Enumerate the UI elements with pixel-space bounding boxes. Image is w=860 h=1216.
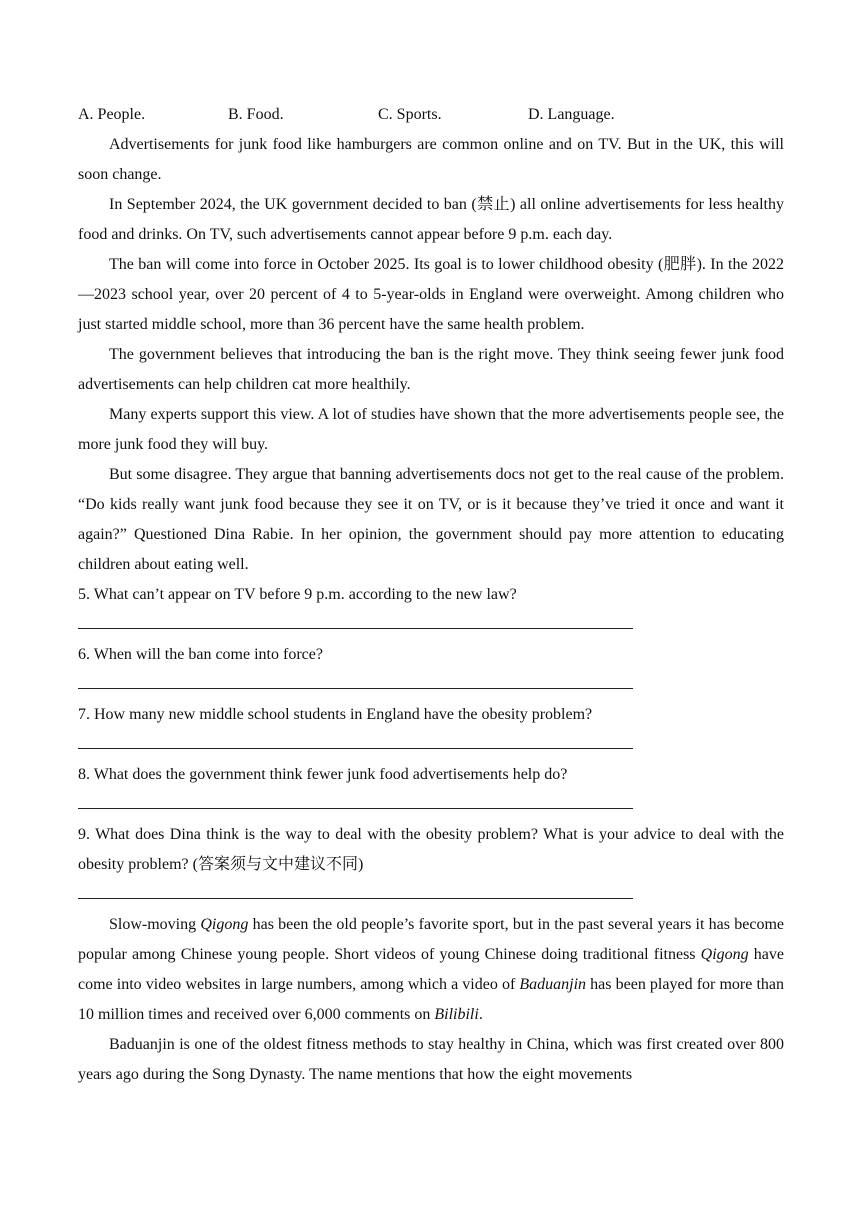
p2-text-3: have come into video websites in large numbers, among which a video of bbox=[78, 946, 784, 993]
question-7: 7. How many new middle school students in England have the obesity problem? bbox=[78, 706, 593, 723]
answer-line-6[interactable] bbox=[78, 670, 784, 700]
passage1-paragraph-6: But some disagree. They argue that banning advertisements docs not get to the real cause of the problem. “Do kids really want junk food because they see it on TV, or is it because they’ve tried it once and want it again?” Questioned Dina Rabie. In her opinion, the government should pay more attention to educating children about eating well. bbox=[78, 466, 784, 573]
passage1-paragraph-2: In September 2024, the UK government decided to ban (禁止) all online advertisements for less healthy food and drinks. On TV, such advertisements cannot appear before 9 p.m. each day. bbox=[78, 196, 784, 243]
option-d: D. Language. bbox=[528, 106, 615, 123]
passage1-paragraph-1: Advertisements for junk food like hamburgers are common online and on TV. But in the UK, this will soon change. bbox=[78, 136, 784, 183]
passage2-paragraph-1 bbox=[78, 910, 784, 1030]
document-page bbox=[78, 100, 784, 1090]
p2-text-1: Slow-moving bbox=[109, 916, 201, 933]
passage1-paragraph-5: Many experts support this view. A lot of studies have shown that the more advertisements people see, the more junk food they will buy. bbox=[78, 406, 784, 453]
answer-line-9[interactable] bbox=[78, 880, 784, 910]
p2-italic-qigong-2: Qigong bbox=[700, 946, 749, 963]
p2-text-4: has been played for more than 10 million times and received over 6,000 comments on bbox=[78, 976, 784, 1023]
answer-line-8[interactable] bbox=[78, 790, 784, 820]
passage1-paragraph-4: The government believes that introducing the ban is the right move. They think seeing fewer junk food advertisements can help children cat more healthily. bbox=[78, 346, 784, 393]
passage2-paragraph-2: Baduanjin is one of the oldest fitness methods to stay healthy in China, which was first created over 800 years ago during the Song Dynasty. The name mentions that how the eight movements bbox=[78, 1036, 784, 1083]
passage1-paragraph-3: The ban will come into force in October 2025. Its goal is to lower childhood obesity (肥胖). In the 2022—2023 school year, over 20 percent of 4 to 5-year-olds in England were overweight. Among children who just started middle school, more than 36 percent have the same health problem. bbox=[78, 256, 784, 333]
option-b: B. Food. bbox=[228, 106, 284, 123]
option-c: C. Sports. bbox=[378, 106, 442, 123]
p2-text-5: . bbox=[478, 1006, 483, 1023]
p2-italic-baduanjin: Baduanjin bbox=[519, 976, 587, 993]
question-8: 8. What does the government think fewer junk food advertisements help do? bbox=[78, 766, 568, 783]
question-9: 9. What does Dina think is the way to deal with the obesity problem? What is your advice to deal with the obesity problem? (答案须与文中建议不同) bbox=[78, 826, 784, 873]
answer-line-7[interactable] bbox=[78, 730, 784, 760]
answer-options bbox=[78, 100, 784, 130]
answer-line-5[interactable] bbox=[78, 610, 784, 640]
p2-italic-qigong-1: Qigong bbox=[200, 916, 249, 933]
question-6: 6. When will the ban come into force? bbox=[78, 646, 323, 663]
option-a: A. People. bbox=[78, 106, 146, 123]
p2-italic-bilibili: Bilibili bbox=[434, 1006, 479, 1023]
question-5: 5. What can’t appear on TV before 9 p.m. according to the new law? bbox=[78, 586, 517, 603]
p2-text-2: has been the old people’s favorite sport, but in the past several years it has become popular among Chinese young people. Short videos of young Chinese doing traditional fitness bbox=[78, 916, 784, 963]
